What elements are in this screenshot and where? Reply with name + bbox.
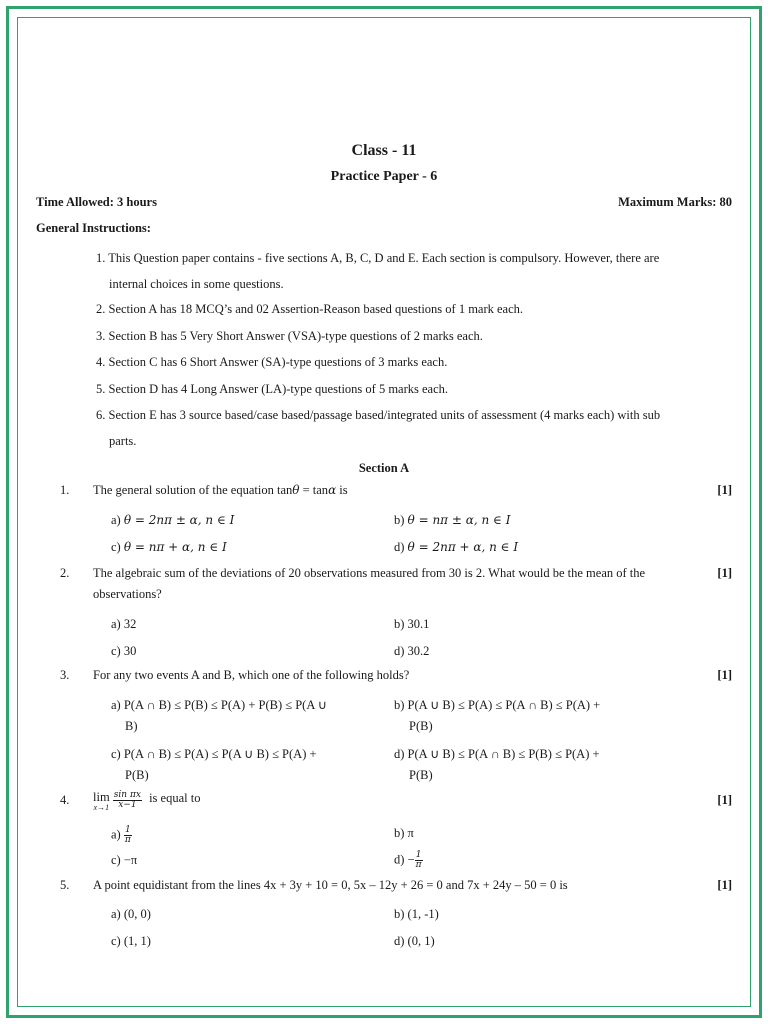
q5-option-b[interactable]: b) (1, -1) (394, 907, 439, 921)
q3-option-c-cont: P(B) (125, 768, 149, 782)
q1-option-d-label: d) (394, 540, 405, 554)
q2-number: 2. (60, 566, 70, 580)
q4-limit (93, 791, 110, 812)
q4-option-d[interactable] (394, 851, 423, 870)
q2-option-c[interactable]: c) 30 (111, 644, 137, 658)
q1-option-b[interactable] (394, 513, 510, 528)
q1-text (93, 483, 348, 498)
q1-number: 1. (60, 483, 70, 497)
q5-marks: [1] (717, 878, 732, 892)
q4-option-d-den: π (415, 860, 422, 870)
q4-limit-sub: x→1 (93, 803, 110, 812)
q3-option-a[interactable]: a) P(A ∩ B) ≤ P(B) ≤ P(A) + P(B) ≤ P(A ∪ (111, 698, 327, 712)
q2-option-b[interactable]: b) 30.1 (394, 617, 430, 631)
q3-option-c[interactable]: c) P(A ∩ B) ≤ P(A) ≤ P(A ∪ B) ≤ P(A) + (111, 747, 317, 761)
class-title: Class - 11 (351, 142, 417, 159)
q4-number: 4. (60, 793, 70, 807)
q4-text (93, 791, 200, 812)
q4-option-b[interactable]: b) π (394, 826, 414, 840)
q2-text-line2: observations? (93, 587, 162, 601)
instruction-1-cont: internal choices in some questions. (109, 277, 284, 291)
time-allowed: Time Allowed: 3 hours (36, 195, 157, 209)
q4-text-suffix: is equal to (149, 791, 201, 805)
q4-option-a-label: a) (111, 827, 121, 842)
q5-number: 5. (60, 878, 70, 892)
q1-option-c-label: c) (111, 540, 121, 554)
general-instructions-heading: General Instructions: (36, 221, 151, 235)
section-a-title: Section A (358, 461, 410, 475)
q3-option-d[interactable]: d) P(A ∪ B) ≤ P(A ∩ B) ≤ P(B) ≤ P(A) + (394, 747, 600, 761)
q3-marks: [1] (717, 668, 732, 682)
q4-fraction-num: sin πx (113, 790, 141, 800)
q4-limit-word: lim (93, 790, 110, 804)
q1-option-c[interactable] (111, 540, 227, 555)
q1-text-prefix: The general solution of the equation tan (93, 483, 293, 497)
instruction-3: 3. Section B has 5 Very Short Answer (VSA)-type questions of 2 marks each. (96, 329, 483, 343)
q3-option-b[interactable]: b) P(A ∪ B) ≤ P(A) ≤ P(A ∩ B) ≤ P(A) + (394, 698, 601, 712)
q4-option-d-num: 1 (415, 850, 422, 860)
q2-option-a[interactable]: a) 32 (111, 617, 137, 631)
q3-number: 3. (60, 668, 70, 682)
q1-option-c-math: θ = nπ + α, n ∈ I (123, 540, 227, 554)
q1-marks: [1] (717, 483, 732, 497)
q2-option-d[interactable]: d) 30.2 (394, 644, 430, 658)
q4-option-a-fraction (124, 826, 132, 845)
instruction-4: 4. Section C has 6 Short Answer (SA)-type questions of 3 marks each. (96, 355, 448, 369)
instruction-1: 1. This Question paper contains - five sections A, B, C, D and E. Each section is compulsory. However, there are (96, 251, 660, 265)
q1-theta: θ (292, 483, 300, 497)
q1-text-mid: = tan (299, 483, 329, 497)
maximum-marks: Maximum Marks: 80 (618, 195, 732, 209)
q1-option-a[interactable] (111, 513, 234, 528)
q4-option-c[interactable]: c) −π (111, 853, 138, 867)
q4-option-a[interactable] (111, 826, 132, 845)
q1-option-a-math: θ = 2nπ ± α, n ∈ I (123, 513, 235, 527)
q1-option-b-math: θ = nπ ± α, n ∈ I (407, 513, 511, 527)
instruction-2: 2. Section A has 18 MCQ’s and 02 Assertion-Reason based questions of 1 mark each. (96, 302, 524, 316)
instruction-6-cont: parts. (109, 434, 137, 448)
q2-marks: [1] (717, 566, 732, 580)
q3-option-b-cont: P(B) (409, 719, 433, 733)
q4-fraction (113, 791, 142, 810)
q4-option-a-num: 1 (124, 825, 131, 835)
instruction-6: 6. Section E has 3 source based/case based/passage based/integrated units of assessment (4 marks each) with sub (96, 408, 661, 422)
q1-option-d[interactable] (394, 540, 518, 555)
q1-option-a-label: a) (111, 513, 121, 527)
q5-option-a[interactable]: a) (0, 0) (111, 907, 151, 921)
q3-option-a-cont: B) (125, 719, 138, 733)
q5-option-d[interactable]: d) (0, 1) (394, 934, 435, 948)
q4-option-d-label: d) − (394, 852, 415, 867)
q1-text-suffix: is (336, 483, 348, 497)
paper-title: Practice Paper - 6 (330, 169, 438, 184)
q4-fraction-den: x−1 (118, 800, 137, 810)
q1-alpha: α (328, 483, 337, 497)
q4-marks: [1] (717, 793, 732, 807)
q3-option-d-cont: P(B) (409, 768, 433, 782)
q4-option-a-den: π (124, 835, 131, 845)
instruction-5: 5. Section D has 4 Long Answer (LA)-type questions of 5 marks each. (96, 382, 449, 396)
q1-option-d-math: θ = 2nπ + α, n ∈ I (407, 540, 519, 554)
q1-option-b-label: b) (394, 513, 405, 527)
q2-text-line1: The algebraic sum of the deviations of 20 observations measured from 30 is 2. What would be the mean of the (93, 566, 646, 580)
q3-text: For any two events A and B, which one of the following holds? (93, 668, 410, 682)
q5-option-c[interactable]: c) (1, 1) (111, 934, 151, 948)
q4-option-d-fraction (415, 851, 423, 870)
q5-text: A point equidistant from the lines 4x + 3y + 10 = 0, 5x – 12y + 26 = 0 and 7x + 24y – 50 = 0 is (93, 878, 568, 892)
